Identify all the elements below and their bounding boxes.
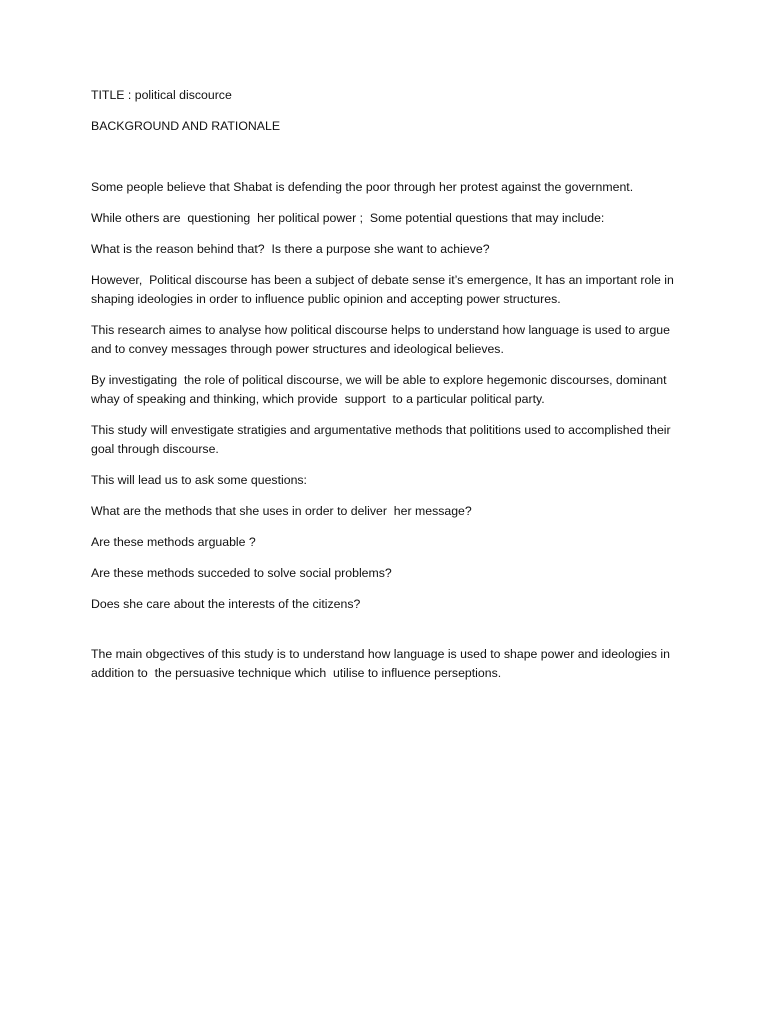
question-item: Are these methods succeded to solve social problems? bbox=[91, 566, 392, 580]
paragraph: By investigating the role of political discourse, we will be able to explore hegemonic discourses, dominant whay of speaking and thinking, which provide support to a particular political party. bbox=[91, 373, 670, 406]
paragraph: However, Political discourse has been a subject of debate sense it’s emergence, It has an important role in shaping ideologies in order to influence public opinion and accepting power structures. bbox=[91, 273, 678, 306]
paragraph: This research aimes to analyse how political discourse helps to understand how language is used to argue and to convey messages through power structures and ideological believes. bbox=[91, 323, 674, 356]
paragraph: What is the reason behind that? Is there a purpose she want to achieve? bbox=[91, 242, 490, 256]
section-heading: BACKGROUND AND RATIONALE bbox=[91, 119, 281, 133]
paragraph: This will lead us to ask some questions: bbox=[91, 473, 307, 487]
document-body bbox=[91, 86, 681, 695]
document-title: TITLE : political discource bbox=[91, 88, 232, 102]
question-item: Does she care about the interests of the citizens? bbox=[91, 597, 361, 611]
paragraph: This study will envestigate stratigies and argumentative methods that polititions used to accomplished their goal through discourse. bbox=[91, 423, 675, 456]
question-item: Are these methods arguable ? bbox=[91, 535, 256, 549]
paragraph: Some people believe that Shabat is defending the poor through her protest against the government. bbox=[91, 180, 634, 194]
paragraph: While others are questioning her political power ; Some potential questions that may include: bbox=[91, 211, 605, 225]
paragraph: The main obgectives of this study is to understand how language is used to shape power and ideologies in addition to the persuasive technique which utilise to influence perseptions. bbox=[91, 647, 674, 680]
question-item: What are the methods that she uses in order to deliver her message? bbox=[91, 504, 472, 518]
